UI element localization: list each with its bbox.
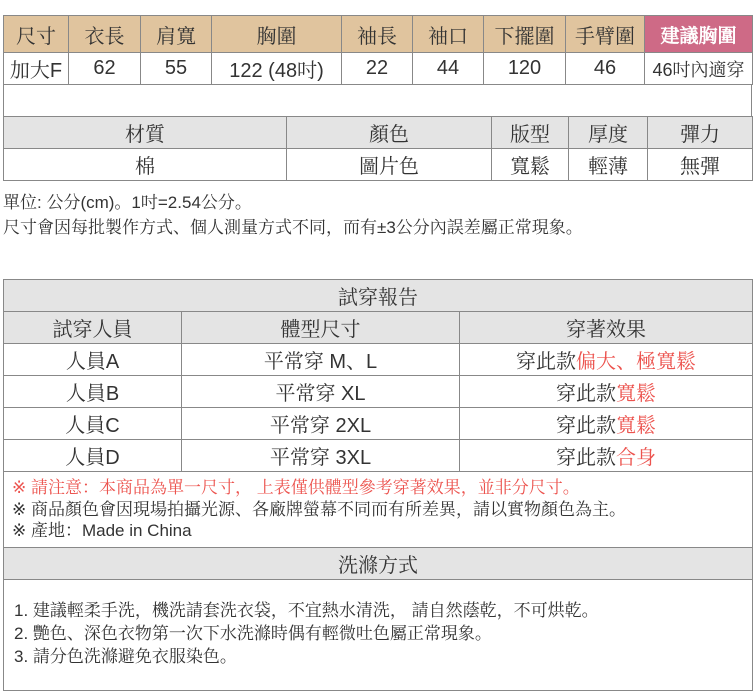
tolerance-note-line: 尺寸會因每批製作方式、個人測量方式不同，而有±3公分內誤差屬正常現象。 xyxy=(3,218,583,237)
wear-effect-cell xyxy=(460,440,753,472)
effect-highlight: 寬鬆 xyxy=(616,383,656,405)
spec-value-cell: 圖片色 xyxy=(287,149,492,181)
size-table-value-row xyxy=(4,53,753,85)
wear-effect-cell xyxy=(460,408,753,440)
suggested-bust-header: 建議胸圍 xyxy=(645,16,753,53)
effect-prefix: 穿此款 xyxy=(516,351,576,373)
size-table-header: 下擺圍 xyxy=(484,16,566,53)
body-size-cell: 平常穿 XL xyxy=(182,376,460,408)
spec-table-header-row xyxy=(4,117,753,149)
spec-value-cell: 輕薄 xyxy=(569,149,648,181)
size-table-header: 胸圍 xyxy=(212,16,342,53)
tester-cell: 人員A xyxy=(4,344,182,376)
wash-instructions xyxy=(4,579,753,690)
body-size-cell: 平常穿 M、L xyxy=(182,344,460,376)
single-size-warning: ※ 請注意：本商品為單一尺寸， 上表僅供體型參考穿著效果，並非分尺寸。 xyxy=(12,478,580,497)
spec-value-cell: 棉 xyxy=(4,149,287,181)
spec-table-value-row xyxy=(4,149,753,181)
size-table-header: 袖長 xyxy=(342,16,413,53)
fit-report-header: 體型尺寸 xyxy=(182,312,460,344)
effect-prefix: 穿此款 xyxy=(556,415,616,437)
spec-table-header: 材質 xyxy=(4,117,287,149)
fit-report-header-row xyxy=(4,312,753,344)
size-table-header: 手臂圍 xyxy=(566,16,645,53)
size-label-cell: 加大F xyxy=(4,53,69,85)
effect-highlight: 合身 xyxy=(616,447,656,469)
fit-report-header: 穿著效果 xyxy=(460,312,753,344)
spec-table xyxy=(3,116,753,181)
size-table-header-row xyxy=(4,16,753,53)
fit-report-title: 試穿報告 xyxy=(4,280,753,312)
tester-cell: 人員B xyxy=(4,376,182,408)
size-value-cell: 120 xyxy=(484,53,566,85)
size-value-cell: 55 xyxy=(141,53,212,85)
unit-note-line: 單位: 公分(cm)。1吋=2.54公分。 xyxy=(3,193,252,212)
size-table-header: 衣長 xyxy=(69,16,141,53)
wash-step: 1. 建議輕柔手洗，機洗請套洗衣袋，不宜熱水清洗， 請自然蔭乾，不可烘乾。 xyxy=(14,600,599,620)
size-table-header: 尺寸 xyxy=(4,16,69,53)
fit-report-row xyxy=(4,376,753,408)
effect-prefix: 穿此款 xyxy=(556,383,616,405)
spec-value-cell: 寬鬆 xyxy=(492,149,569,181)
spec-table-header: 彈力 xyxy=(648,117,753,149)
effect-highlight: 寬鬆 xyxy=(616,415,656,437)
size-value-cell: 46 xyxy=(566,53,645,85)
color-difference-note: ※ 商品顏色會因現場拍攝光源、各廠牌螢幕不同而有所差異，請以實物顏色為主。 xyxy=(12,499,626,519)
fit-report-header: 試穿人員 xyxy=(4,312,182,344)
size-table-header: 肩寬 xyxy=(141,16,212,53)
spec-table-header: 版型 xyxy=(492,117,569,149)
fit-report-title-row xyxy=(4,280,753,312)
body-size-cell: 平常穿 2XL xyxy=(182,408,460,440)
fit-report-row xyxy=(4,344,753,376)
size-table xyxy=(3,15,753,85)
fit-report-table xyxy=(3,279,753,691)
wear-effect-cell xyxy=(460,376,753,408)
size-value-cell: 62 xyxy=(69,53,141,85)
size-value-cell: 122 (48吋) xyxy=(212,53,342,85)
effect-highlight: 偏大、極寬鬆 xyxy=(576,351,696,373)
fit-report-row xyxy=(4,440,753,472)
size-value-cell: 44 xyxy=(413,53,484,85)
spec-table-header: 顏色 xyxy=(287,117,492,149)
spec-value-cell: 無彈 xyxy=(648,149,753,181)
size-value-cell: 22 xyxy=(342,53,413,85)
suggested-bust-value: 46吋內適穿 xyxy=(645,53,753,85)
tester-cell: 人員C xyxy=(4,408,182,440)
wash-section-title: 洗滌方式 xyxy=(4,547,753,579)
fit-report-notes-row xyxy=(4,472,753,548)
wash-step: 3. 請分色洗滌避免衣服染色。 xyxy=(14,646,237,666)
wash-step: 2. 艷色、深色衣物第一次下水洗滌時偶有輕微吐色屬正常現象。 xyxy=(14,623,492,643)
tester-cell: 人員D xyxy=(4,440,182,472)
body-size-cell: 平常穿 3XL xyxy=(182,440,460,472)
wear-effect-cell xyxy=(460,344,753,376)
effect-prefix: 穿此款 xyxy=(556,447,616,469)
origin-note: ※ 產地：Made in China xyxy=(12,521,192,540)
unit-notes xyxy=(3,190,752,240)
table-spacer-row xyxy=(3,85,752,116)
wash-title-row xyxy=(4,547,753,579)
wash-instructions-row xyxy=(4,579,753,690)
size-table-header: 袖口 xyxy=(413,16,484,53)
product-notes xyxy=(4,472,753,548)
spec-table-header: 厚度 xyxy=(569,117,648,149)
fit-report-row xyxy=(4,408,753,440)
